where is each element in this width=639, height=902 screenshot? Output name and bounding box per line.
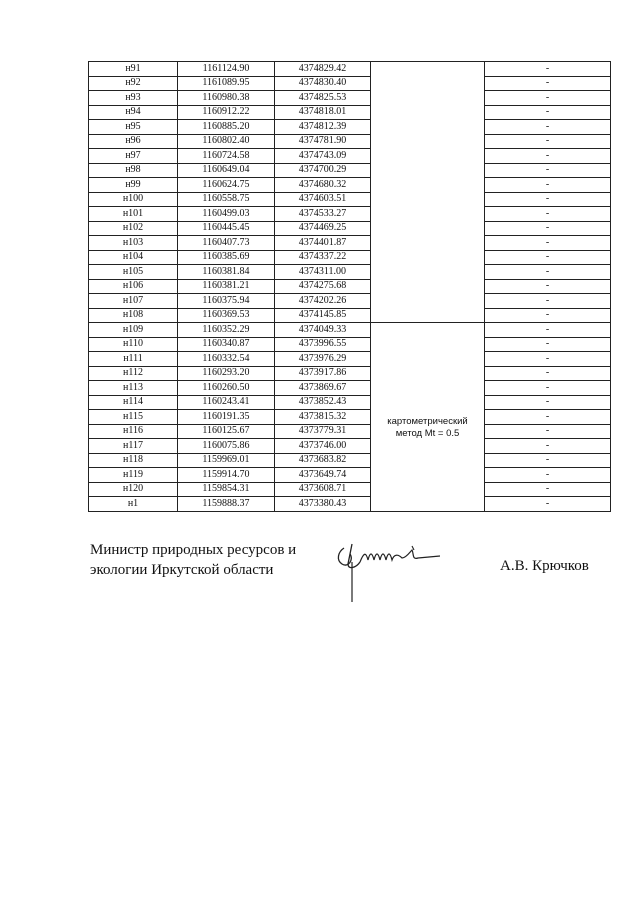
point-name-cell: н96 xyxy=(89,134,178,149)
coordinate-x-cell: 1160885.20 xyxy=(178,120,275,135)
point-name-cell: н94 xyxy=(89,105,178,120)
mark-cell: - xyxy=(485,134,611,149)
coordinate-y-cell: 4374830.40 xyxy=(275,76,371,91)
coordinate-y-cell: 4374049.33 xyxy=(275,323,371,338)
coordinate-x-cell: 1160912.22 xyxy=(178,105,275,120)
table-row xyxy=(89,250,611,265)
coordinate-y-cell: 4374829.42 xyxy=(275,62,371,77)
coordinate-y-cell: 4374469.25 xyxy=(275,221,371,236)
point-name-cell: н107 xyxy=(89,294,178,309)
point-name-cell: н108 xyxy=(89,308,178,323)
table-row xyxy=(89,120,611,135)
table-row xyxy=(89,453,611,468)
coordinate-x-cell: 1160624.75 xyxy=(178,178,275,193)
coordinate-x-cell: 1160649.04 xyxy=(178,163,275,178)
point-name-cell: н100 xyxy=(89,192,178,207)
mark-cell: - xyxy=(485,91,611,106)
coordinate-y-cell: 4374311.00 xyxy=(275,265,371,280)
mark-cell: - xyxy=(485,120,611,135)
coordinate-y-cell: 4374145.85 xyxy=(275,308,371,323)
coordinate-x-cell: 1160075.86 xyxy=(178,439,275,454)
mark-cell: - xyxy=(485,178,611,193)
table-row xyxy=(89,294,611,309)
coordinate-y-cell: 4373815.32 xyxy=(275,410,371,425)
table-row xyxy=(89,91,611,106)
table-row xyxy=(89,468,611,483)
coordinate-x-cell: 1160385.69 xyxy=(178,250,275,265)
mark-cell: - xyxy=(485,279,611,294)
coordinate-x-cell: 1159854.31 xyxy=(178,482,275,497)
coordinate-x-cell: 1160352.29 xyxy=(178,323,275,338)
point-name-cell: н1 xyxy=(89,497,178,512)
coordinate-y-cell: 4373869.67 xyxy=(275,381,371,396)
coordinate-y-cell: 4374533.27 xyxy=(275,207,371,222)
table-row xyxy=(89,163,611,178)
coordinate-x-cell: 1161089.95 xyxy=(178,76,275,91)
coordinate-x-cell: 1160375.94 xyxy=(178,294,275,309)
table-row xyxy=(89,105,611,120)
handwritten-signature xyxy=(330,538,480,604)
coordinate-x-cell: 1160381.84 xyxy=(178,265,275,280)
coordinate-x-cell: 1160802.40 xyxy=(178,134,275,149)
mark-cell: - xyxy=(485,294,611,309)
point-name-cell: н109 xyxy=(89,323,178,338)
mark-cell: - xyxy=(485,337,611,352)
coordinate-y-cell: 4373917.86 xyxy=(275,366,371,381)
mark-cell: - xyxy=(485,453,611,468)
coordinate-x-cell: 1159969.01 xyxy=(178,453,275,468)
point-name-cell: н110 xyxy=(89,337,178,352)
point-name-cell: н102 xyxy=(89,221,178,236)
coordinate-x-cell: 1159888.37 xyxy=(178,497,275,512)
table-row xyxy=(89,323,611,338)
table-row xyxy=(89,62,611,77)
mark-cell: - xyxy=(485,381,611,396)
point-name-cell: н119 xyxy=(89,468,178,483)
coordinate-y-cell: 4373852.43 xyxy=(275,395,371,410)
coordinates-table xyxy=(88,61,611,512)
mark-cell: - xyxy=(485,62,611,77)
mark-cell: - xyxy=(485,221,611,236)
point-name-cell: н112 xyxy=(89,366,178,381)
coordinate-x-cell: 1160125.67 xyxy=(178,424,275,439)
coordinate-y-cell: 4373649.74 xyxy=(275,468,371,483)
coordinate-x-cell: 1160191.35 xyxy=(178,410,275,425)
coordinate-y-cell: 4374812.39 xyxy=(275,120,371,135)
coordinate-x-cell: 1160243.41 xyxy=(178,395,275,410)
coordinates-table-body xyxy=(89,62,611,512)
coordinate-y-cell: 4374603.51 xyxy=(275,192,371,207)
point-name-cell: н93 xyxy=(89,91,178,106)
coordinate-y-cell: 4374743.09 xyxy=(275,149,371,164)
mark-cell: - xyxy=(485,352,611,367)
coordinate-y-cell: 4374337.22 xyxy=(275,250,371,265)
coordinate-y-cell: 4374401.87 xyxy=(275,236,371,251)
mark-cell: - xyxy=(485,482,611,497)
mark-cell: - xyxy=(485,192,611,207)
coordinate-y-cell: 4373608.71 xyxy=(275,482,371,497)
coordinate-x-cell: 1160260.50 xyxy=(178,381,275,396)
signer-position-line-1: Министр природных ресурсов и xyxy=(90,542,297,558)
coordinate-y-cell: 4374825.53 xyxy=(275,91,371,106)
mark-cell: - xyxy=(485,410,611,425)
point-name-cell: н115 xyxy=(89,410,178,425)
coordinate-y-cell: 4373779.31 xyxy=(275,424,371,439)
mark-cell: - xyxy=(485,323,611,338)
coordinate-x-cell: 1160407.73 xyxy=(178,236,275,251)
coordinate-y-cell: 4373746.00 xyxy=(275,439,371,454)
point-name-cell: н92 xyxy=(89,76,178,91)
coordinate-y-cell: 4374700.29 xyxy=(275,163,371,178)
point-name-cell: н98 xyxy=(89,163,178,178)
table-row xyxy=(89,265,611,280)
mark-cell: - xyxy=(485,468,611,483)
method-cell-empty xyxy=(371,62,485,323)
signer-name: А.В. Крючков xyxy=(500,558,589,574)
table-row xyxy=(89,366,611,381)
coordinate-y-cell: 4374275.68 xyxy=(275,279,371,294)
table-row xyxy=(89,482,611,497)
point-name-cell: н106 xyxy=(89,279,178,294)
signer-position xyxy=(90,540,330,580)
table-row xyxy=(89,149,611,164)
coordinate-x-cell: 1161124.90 xyxy=(178,62,275,77)
mark-cell: - xyxy=(485,207,611,222)
point-name-cell: н104 xyxy=(89,250,178,265)
mark-cell: - xyxy=(485,76,611,91)
point-name-cell: н99 xyxy=(89,178,178,193)
mark-cell: - xyxy=(485,308,611,323)
point-name-cell: н116 xyxy=(89,424,178,439)
point-name-cell: н113 xyxy=(89,381,178,396)
mark-cell: - xyxy=(485,439,611,454)
coordinate-x-cell: 1160558.75 xyxy=(178,192,275,207)
coordinate-y-cell: 4373683.82 xyxy=(275,453,371,468)
coordinate-x-cell: 1160499.03 xyxy=(178,207,275,222)
point-name-cell: н95 xyxy=(89,120,178,135)
table-row xyxy=(89,381,611,396)
coordinate-y-cell: 4373976.29 xyxy=(275,352,371,367)
table-row xyxy=(89,221,611,236)
table-row xyxy=(89,308,611,323)
mark-cell: - xyxy=(485,163,611,178)
coordinate-y-cell: 4374202.26 xyxy=(275,294,371,309)
mark-cell: - xyxy=(485,366,611,381)
table-row xyxy=(89,439,611,454)
coordinate-x-cell: 1160340.87 xyxy=(178,337,275,352)
coordinate-y-cell: 4373380.43 xyxy=(275,497,371,512)
point-name-cell: н120 xyxy=(89,482,178,497)
point-name-cell: н114 xyxy=(89,395,178,410)
mark-cell: - xyxy=(485,105,611,120)
coordinate-x-cell: 1160445.45 xyxy=(178,221,275,236)
coordinate-x-cell: 1160332.54 xyxy=(178,352,275,367)
point-name-cell: н118 xyxy=(89,453,178,468)
coordinate-y-cell: 4374781.90 xyxy=(275,134,371,149)
table-row xyxy=(89,424,611,439)
mark-cell: - xyxy=(485,265,611,280)
coordinate-y-cell: 4374680.32 xyxy=(275,178,371,193)
point-name-cell: н91 xyxy=(89,62,178,77)
table-row xyxy=(89,279,611,294)
table-row xyxy=(89,410,611,425)
point-name-cell: н117 xyxy=(89,439,178,454)
coordinate-x-cell: 1160724.58 xyxy=(178,149,275,164)
signature-block xyxy=(90,540,610,610)
table-row xyxy=(89,76,611,91)
coordinate-x-cell: 1160369.53 xyxy=(178,308,275,323)
coordinate-x-cell: 1160381.21 xyxy=(178,279,275,294)
table-row xyxy=(89,134,611,149)
mark-cell: - xyxy=(485,236,611,251)
table-row xyxy=(89,395,611,410)
table-row xyxy=(89,352,611,367)
mark-cell: - xyxy=(485,395,611,410)
mark-cell: - xyxy=(485,497,611,512)
point-name-cell: н97 xyxy=(89,149,178,164)
table-row xyxy=(89,236,611,251)
mark-cell: - xyxy=(485,250,611,265)
point-name-cell: н101 xyxy=(89,207,178,222)
point-name-cell: н105 xyxy=(89,265,178,280)
table-row xyxy=(89,337,611,352)
method-note-line-2: метод Mt = 0.5 xyxy=(395,427,460,439)
table-row xyxy=(89,497,611,512)
mark-cell: - xyxy=(485,424,611,439)
mark-cell: - xyxy=(485,149,611,164)
table-row xyxy=(89,192,611,207)
coordinate-x-cell: 1160980.38 xyxy=(178,91,275,106)
coordinate-x-cell: 1159914.70 xyxy=(178,468,275,483)
table-row xyxy=(89,178,611,193)
coordinate-x-cell: 1160293.20 xyxy=(178,366,275,381)
method-cell xyxy=(371,323,485,512)
method-note-line-1: картометрический xyxy=(387,415,468,427)
table-row xyxy=(89,207,611,222)
point-name-cell: н103 xyxy=(89,236,178,251)
coordinate-y-cell: 4374818.01 xyxy=(275,105,371,120)
coordinate-y-cell: 4373996.55 xyxy=(275,337,371,352)
point-name-cell: н111 xyxy=(89,352,178,367)
signer-position-line-2: экологии Иркутской области xyxy=(90,562,274,578)
